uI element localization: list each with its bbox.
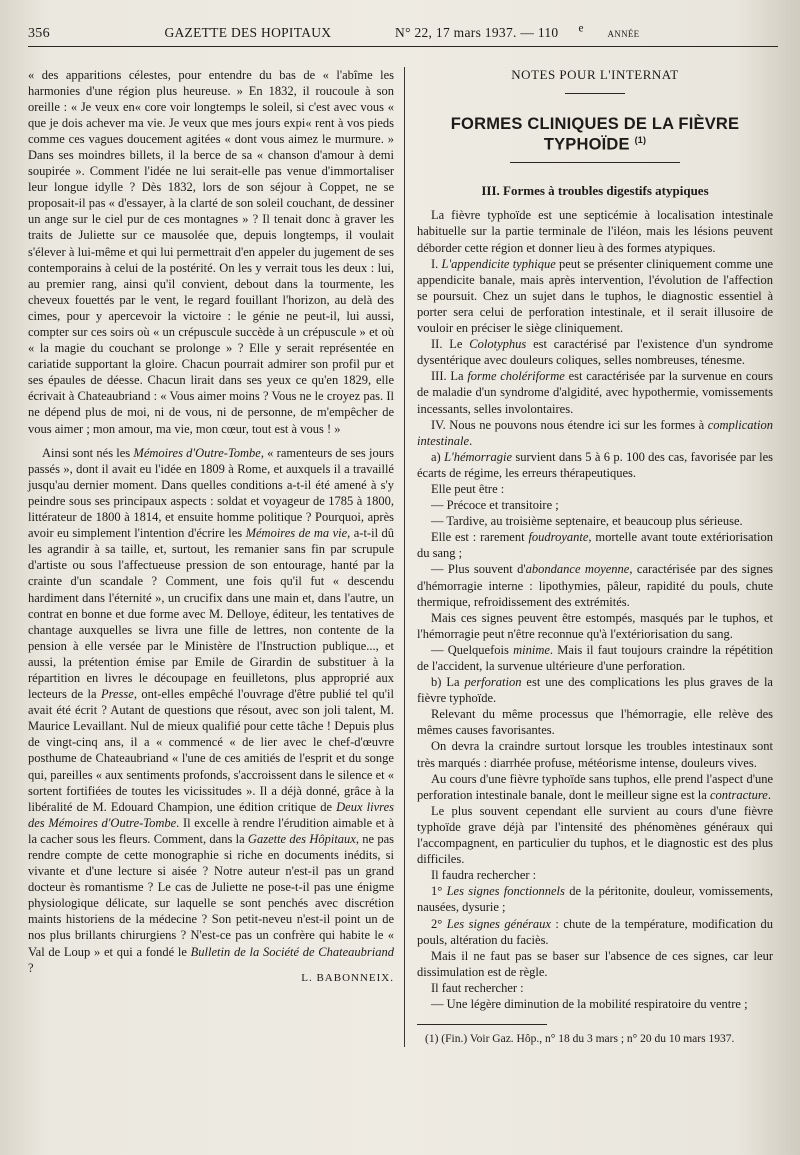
right-column-notes (404, 67, 773, 1048)
page-header (28, 22, 778, 47)
divider (510, 162, 680, 163)
article-title: FORMES CLINIQUES DE LA FIÈVRE TYPHOÏDE $^{(1)}$ (450, 114, 740, 154)
notes-paragraph: b) La perforation est une des complications les plus graves de la fièvre typhoïde. (417, 675, 773, 706)
journal-title: GAZETTE DES HOPITAUX (164, 24, 332, 40)
notes-paragraph: Elle est : rarement foudroyante, mortelle avant toute extériorisation du sang ; (417, 530, 773, 561)
issue-info: N° 22, 17 mars 1937. — 110 $^e$ année (395, 22, 640, 40)
notes-paragraph: a) L'hémorragie survient dans 5 à 6 p. 100 des cas, favorisée par les écarts de régime, les erreurs thérapeutiques. (417, 449, 773, 480)
notes-paragraph: IV. Nous ne pouvons nous étendre ici sur les formes à complication intestinale. (417, 417, 773, 448)
footnote-divider (417, 1024, 547, 1025)
notes-paragraph: Relevant du même processus que l'hémorragie, elle relève des mêmes causes favorisantes. (417, 707, 773, 738)
notes-paragraph: Mais il ne faut pas se baser sur l'absence de ces signes, car leur dissimulation est de règle. (417, 948, 773, 979)
notes-paragraph: Au cours d'une fièvre typhoïde sans tuphos, elle prend l'aspect d'une perforation intestinale banale, dont le meilleur signe est la contracture. (417, 771, 773, 802)
notes-paragraph: Elle peut être : (431, 481, 505, 496)
footnote: (1) (Fin.) Voir Gaz. Hôp., n° 18 du 3 mars ; n° 20 du 10 mars 1937. (425, 1033, 735, 1046)
author-signature: L. BABONNEIX. (301, 971, 394, 984)
notes-paragraph: Mais ces signes peuvent être estompés, masqués par le tuphos, et l'hémorragie peut n'être reconnue qu'à l'extériorisation du sang. (417, 610, 773, 641)
columns (28, 67, 778, 1048)
left-column-article (28, 67, 404, 1048)
notes-paragraph: — Quelquefois minime. Mais il faut toujours craindre la répétition de l'accident, la survenue ultérieure d'une perforation. (417, 642, 773, 673)
article-subtitle: III. Formes à troubles digestifs atypiques (481, 183, 709, 199)
notes-paragraph: 1° Les signes fonctionnels de la péritonite, douleur, vomissements, nausées, dysurie ; (417, 884, 774, 915)
notes-paragraph: — Plus souvent d'abondance moyenne, caractérisée par des signes d'hémorragie interne : lipothymies, pâleur, rapidité du pouls, chute thermique, refroidissement des extrémités. (417, 562, 773, 609)
notes-paragraph: Il faut rechercher : (431, 980, 524, 995)
article-paragraph: « des apparitions célestes, pour entendre du bas de « l'abîme les harmonies d'une région plus heureuse. » En 1832, il roucoule à son oreille : « Je veux en« core voir longtemps le soleil, si c'est avec vous « que je dois achever ma vie. Je veux que mes jours expi« rent à vos pieds comme ces vagues doucement agitées « dont vous aimez le murmure. » Dans ses moindres billets, il la berce de sa « chanson d'amour à demi soupirée ». Comment l'idée ne lui serait-elle pas venue d'immortaliser leur longue idylle ? Dès 1832, lors de son séjour à Coppet, ne se proposait-il pas « d'essayer, à la clarté de son soleil couchant, de dessiner un ange sur le ciel pur de ces montagnes » ? Il tenait donc à graver les traits de Juliette sur ce mausolée que, depuis longtemps, il voulait s'élever à lui-même et qui lui permettrait d'en appeler du jugement de ses contemporains à celui de la postérité. On les y verrait tous les deux : lui, au premier rang, ainsi qu'il convient, debout dans la tourmente, les cheveux fouettés par le vent, le regard fouillant l'horizon, au delà des cimes, pour y apercevoir la victoire : le génie ne peut-il, lui aussi, compter sur ces soirs où « un crépuscule succède à un crépuscule » et où « la magie du couchant se prolonge » ? Elle y serait représentée en cariatide supportant la gloire. Chacun pourrait admirer son profil pur et ses épaules de déesse. Chacun lirait dans ses yeux ce qu'en 1829, elle écrivait à Chateaubriand : « Vous aimer moins ? Vous ne le croyez pas. Il ne dépend plus de moi, ni de vous, ni de personne, de m'empêcher de vous aimer ; mon amour, ma vie, mon cœur, tout est à vous ! » (28, 67, 394, 436)
notes-paragraph: — Une légère diminution de la mobilité respiratoire du ventre ; (431, 996, 748, 1011)
notes-paragraph: Le plus souvent cependant elle survient au cours d'une fièvre typhoïde grave déjà par l'intensité des phénomènes généraux qui l'accompagnent, en particulier du tuphos, et le diagnostic est des plus difficiles. (417, 803, 773, 867)
notes-paragraph: I. L'appendicite typhique peut se présenter cliniquement comme une appendicite banale, mais après intervention, l'évolution de l'affection se poursuit. Chez un sujet dans le tuphos, le diagnostic essentiel à porter sera celui de perforation intestinale, et il serait illusoire de vouloir en préciser le siège cliniquement. (417, 256, 773, 336)
article-paragraph: Ainsi sont nés les Mémoires d'Outre-Tombe, « ramenteurs de ses jours passés », dont il avait eu l'idée en 1809 à Rome, et auxquels il a travaillé jusqu'au dernier moment. Dans quelles conditions a-t-il été amené à s'y peindre sous ses principaux aspects : soldat et voyageur de 1785 à 1800, littérateur de 1800 à 1814, et ensuite homme politique ? Pourquoi, après avoir eu simplement l'intention d'écrire les Mémoires de ma vie, a-t-il dû les agrandir à sa taille, et, surtout, les remanier sans fin par scrupule d'artiste ou sous l'affectueuse pression de son entourage, hanté par la crainte d'un scandale ? Comment, une fois qu'il fut « descendu hardiment dans l'éternité », un crucifix dans une main et, dans l'autre, un contrat en bonne et due forme avec M. Delloye, éditeur, les tentatives de chantage auxquelles se livra une fille de lettres, non contente de la pension à elle versée par le Ministère de l'Instruction publique..., et aussi, la prétention émise par Emile de Girardin de substituer à la répartition en livres le découpage en feuilletons, plus approprié aux lecteurs de la Presse, ont-elles empêché l'ouvrage d'être publié tel qu'il avait été écrit ? Autant de questions que résout, avec son joli talent, M. Maurice Levaillant. Nul de mieux qualifié pour cette tâche ! Depuis plus de vingt-cinq ans, il a « commencé « de lier avec le chef-d'œuvre posthume de Chateaubriand « l'une de ces amitiés de l'esprit et du songe qui, pareilles « aux sentiments profonds, s'accroissent dans le silence et « sortent fortifiées de toutes les vicissitudes ». Il a déjà donné, grâce à la libéralité de M. Edouard Champion, une édition critique de Deux livres des Mémoires d'Outre-Tombe. Il excelle à rendre l'érudition aimable et à la cacher sous les fleurs. Comment, dans la Gazette des Hôpitaux, ne pas rendre compte de cette monographie si riche en documents inédits, si vivante et d'une lecture si aisée ? Notre auteur n'est-il pas un grand docteur ès romantisme ? Le cas de Juliette ne pose-t-il pas une énigme physiologique délicate, sur laquelle se sont penchés avec discrétion maints historiens de la médecine ? Son petit-neveu n'est-il point un de nos plus brillants chirurgiens ? N'est-ce pas un confrère qui habite le « Val de Loup » et qui a fondé le Bulletin de la Société de Chateaubriand ? (28, 445, 395, 975)
divider (565, 93, 625, 94)
section-heading: NOTES POUR L'INTERNAT (511, 66, 679, 82)
notes-paragraph: II. Le Colotyphus est caractérisé par l'existence d'un syndrome dysentérique avec douleurs coliques, selles nombreuses, ténesme. (417, 337, 773, 368)
notes-paragraph: — Tardive, au troisième septenaire, et beaucoup plus sérieuse. (431, 514, 743, 529)
page-number: 356 (28, 25, 50, 41)
notes-paragraph: — Précoce et transitoire ; (431, 498, 559, 513)
notes-paragraph: III. La forme cholériforme est caractérisée par la survenue en cours de maladie d'un syndrome d'algidité, avec hypothermie, vomissements incessants, selles involontaires. (417, 369, 774, 416)
notes-paragraph: Il faudra rechercher : (431, 868, 537, 883)
notes-paragraph: La fièvre typhoïde est une septicémie à localisation intestinale habituelle sur la partie terminale de l'iléon, mais les lésions peuvent déborder cette région et donner lieu à des formes atypiques. (417, 208, 773, 255)
notes-paragraph: 2° Les signes généraux : chute de la température, modification du pouls, altération du faciès. (417, 916, 774, 947)
notes-paragraph: On devra la craindre surtout lorsque les troubles intestinaux sont très marqués : diarrhée profuse, météorisme intense, douleurs vives. (417, 739, 773, 770)
